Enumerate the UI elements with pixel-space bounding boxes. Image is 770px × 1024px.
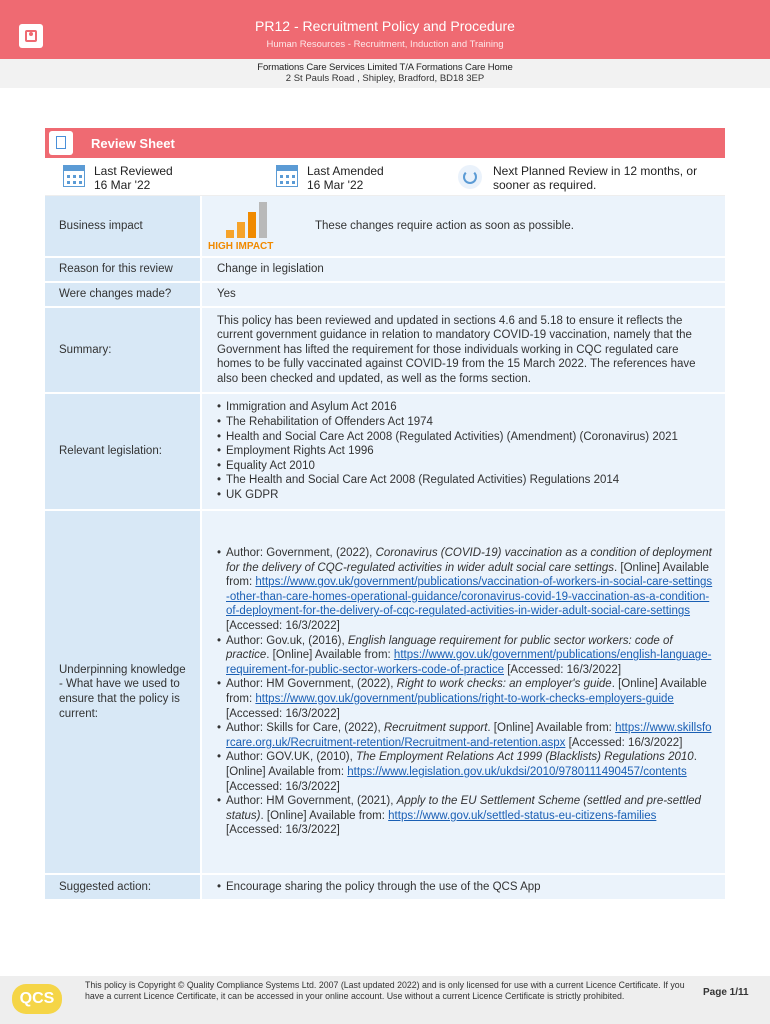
reference-title: The Employment Relations Act 1999 (Blacklists) Regulations 2010	[355, 751, 694, 764]
reference-accessed: [Accessed: 16/3/2022]	[226, 620, 340, 633]
table-row	[45, 511, 725, 875]
reference-author: Author: HM Government, (2021),	[226, 795, 397, 808]
impact-text: These changes require action as soon as possible.	[315, 220, 574, 232]
reference-item	[217, 546, 715, 634]
legislation-item: • Equality Act 2010	[217, 459, 715, 474]
reference-accessed: [Accessed: 16/3/2022]	[565, 736, 683, 749]
impact-bars-icon	[226, 202, 286, 238]
action-item: • Encourage sharing the policy through the use of the QCS App	[217, 880, 715, 895]
table-row	[45, 283, 725, 308]
last-amended-date: 16 Mar '22	[307, 178, 364, 192]
reference-author: Author: HM Government, (2022),	[226, 678, 397, 691]
legislation-item: • Employment Rights Act 1996	[217, 444, 715, 459]
reference-link[interactable]: https://www.gov.uk/government/publications/english-language-requirement-for-public-sector-workers-code-of-practice	[226, 649, 712, 676]
table-row	[45, 196, 725, 258]
reference-available: . [Online] Available from:	[226, 751, 697, 778]
reference-available: . [Online] Available from:	[226, 678, 707, 705]
reference-available: . [Online] Available from:	[266, 649, 394, 662]
reference-link[interactable]: https://www.gov.uk/government/publications/vaccination-of-workers-in-social-care-settings-other-than-care-homes-operational-guidance/coronavirus-covid-19-vaccination-as-a-condition-of-deployment-for-the-delivery-of-cqc-regulated-activities-in-wider-adult-social-care-settings	[226, 576, 713, 618]
review-sheet-title: Review Sheet	[91, 136, 175, 151]
reason-label: Reason for this review	[45, 258, 202, 283]
review-sheet-table	[45, 196, 725, 901]
reference-link[interactable]: https://www.legislation.gov.uk/ukdsi/2010/9780111490457/contents	[347, 765, 687, 778]
summary-label: Summary:	[45, 308, 202, 394]
next-review-line2: sooner as required.	[493, 178, 597, 192]
reference-available: . [Online] Available from:	[260, 809, 389, 822]
reference-available: . [Online] Available from:	[226, 561, 710, 589]
next-review-line1: Next Planned Review in 12 months, or	[493, 164, 698, 178]
legislation-item: • The Health and Social Care Act 2008 (Regulated Activities) Regulations 2014	[217, 473, 715, 488]
suggested-action-label: Suggested action:	[45, 875, 202, 901]
header-band	[0, 0, 770, 59]
qcs-logo: QCS	[12, 984, 62, 1014]
organisation-band	[0, 59, 770, 88]
document-title: PR12 - Recruitment Policy and Procedure	[255, 18, 515, 34]
last-reviewed-date: 16 Mar '22	[94, 178, 151, 192]
document-subtitle: Human Resources - Recruitment, Induction and Training	[266, 39, 504, 50]
legislation-item: • Immigration and Asylum Act 2016	[217, 400, 715, 415]
reference-accessed: [Accessed: 16/3/2022]	[226, 824, 340, 837]
reference-author: Author: Government, (2022),	[226, 547, 376, 560]
legislation-item: • The Rehabilitation of Offenders Act 1974	[217, 415, 715, 430]
reference-link[interactable]: https://www.skillsforcare.org.uk/Recruitment-retention/Recruitment-and-retention.aspx	[226, 722, 712, 749]
refresh-icon	[458, 165, 482, 189]
business-impact-value	[202, 196, 725, 258]
impact-badge: HIGH IMPACT	[208, 241, 274, 252]
reference-author: Author: GOV.UK, (2010),	[226, 751, 356, 764]
reference-link[interactable]: https://www.gov.uk/settled-status-eu-citizens-families	[388, 809, 657, 822]
summary-value: This policy has been reviewed and updated in sections 4.6 and 5.18 to ensure it reflects the current government guidance in relation to mandatory COVID-19 vaccination, namely that the Government has lifted the requirement for those individuals working in CQC regulated care homes to be fully vaccinated against COVID-19 from the 15 March 2022. The references have also been checked and updated, as well as the forms section.	[202, 308, 725, 394]
footer	[0, 976, 770, 1024]
table-row	[45, 258, 725, 283]
suggested-action-value	[202, 875, 725, 901]
reference-item	[217, 721, 715, 750]
changes-label: Were changes made?	[45, 283, 202, 308]
page-number: Page 1/11	[703, 987, 749, 998]
review-sheet-header	[45, 128, 725, 158]
table-row	[45, 875, 725, 901]
last-reviewed	[94, 164, 173, 192]
reference-item	[217, 794, 715, 838]
references-list	[217, 546, 715, 838]
last-amended-label: Last Amended	[307, 164, 384, 178]
last-reviewed-label: Last Reviewed	[94, 164, 173, 178]
legislation-item: • Health and Social Care Act 2008 (Regulated Activities) (Amendment) (Coronavirus) 2021	[217, 430, 715, 445]
reference-accessed: [Accessed: 16/3/2022]	[226, 780, 340, 793]
reference-link[interactable]: https://www.gov.uk/government/publications/right-to-work-checks-employers-guide	[255, 693, 674, 705]
next-review	[493, 164, 697, 192]
calendar-icon	[63, 165, 85, 187]
reference-title: English language requirement for public sector workers: code of practice	[226, 634, 673, 662]
review-dates-row	[45, 158, 725, 196]
knowledge-value	[202, 511, 725, 875]
organisation-name: Formations Care Services Limited T/A Formations Care Home	[257, 62, 513, 73]
calendar-icon	[276, 165, 298, 187]
business-impact-label: Business impact	[45, 196, 202, 258]
reference-title: Apply to the EU Settlement Scheme (settled and pre-settled status)	[226, 795, 701, 822]
reason-value: Change in legislation	[202, 258, 725, 283]
reference-author: Author: Gov.uk, (2016),	[226, 634, 348, 647]
copyright-notice: This policy is Copyright © Quality Compliance Systems Ltd. 2007 (Last updated 2022) and is only licensed for use with a current Licence Certificate. If you have a current Licence Certificate, it can be accessed in your online account. Use without a current Licence Certificate is strictly prohibited.	[85, 980, 685, 1001]
last-amended	[307, 164, 384, 192]
reference-item	[217, 634, 715, 678]
changes-value: Yes	[202, 283, 725, 308]
reference-available: . [Online] Available from:	[487, 722, 616, 735]
reference-author: Author: Skills for Care, (2022),	[226, 722, 384, 735]
actions-list	[217, 880, 715, 895]
legislation-list	[217, 400, 715, 502]
reference-item	[217, 677, 715, 721]
reference-accessed: [Accessed: 16/3/2022]	[226, 707, 340, 720]
table-row	[45, 394, 725, 511]
reference-item	[217, 750, 715, 794]
reference-title: Coronavirus (COVID-19) vaccination as a condition of deployment for the delivery of CQC-regulated activities in wider adult social care settings	[226, 547, 712, 574]
review-sheet-icon	[49, 131, 73, 155]
reference-accessed: [Accessed: 16/3/2022]	[504, 663, 622, 676]
reference-title: Right to work checks: an employer's guide	[396, 678, 612, 691]
legislation-label: Relevant legislation:	[45, 394, 202, 511]
reference-title: Recruitment support	[383, 722, 488, 735]
organisation-address: 2 St Pauls Road , Shipley, Bradford, BD18 3EP	[285, 73, 485, 84]
legislation-item: • UK GDPR	[217, 488, 715, 503]
table-row	[45, 308, 725, 394]
legislation-value	[202, 394, 725, 511]
knowledge-label: Underpinning knowledge - What have we used to ensure that the policy is current:	[45, 511, 202, 875]
